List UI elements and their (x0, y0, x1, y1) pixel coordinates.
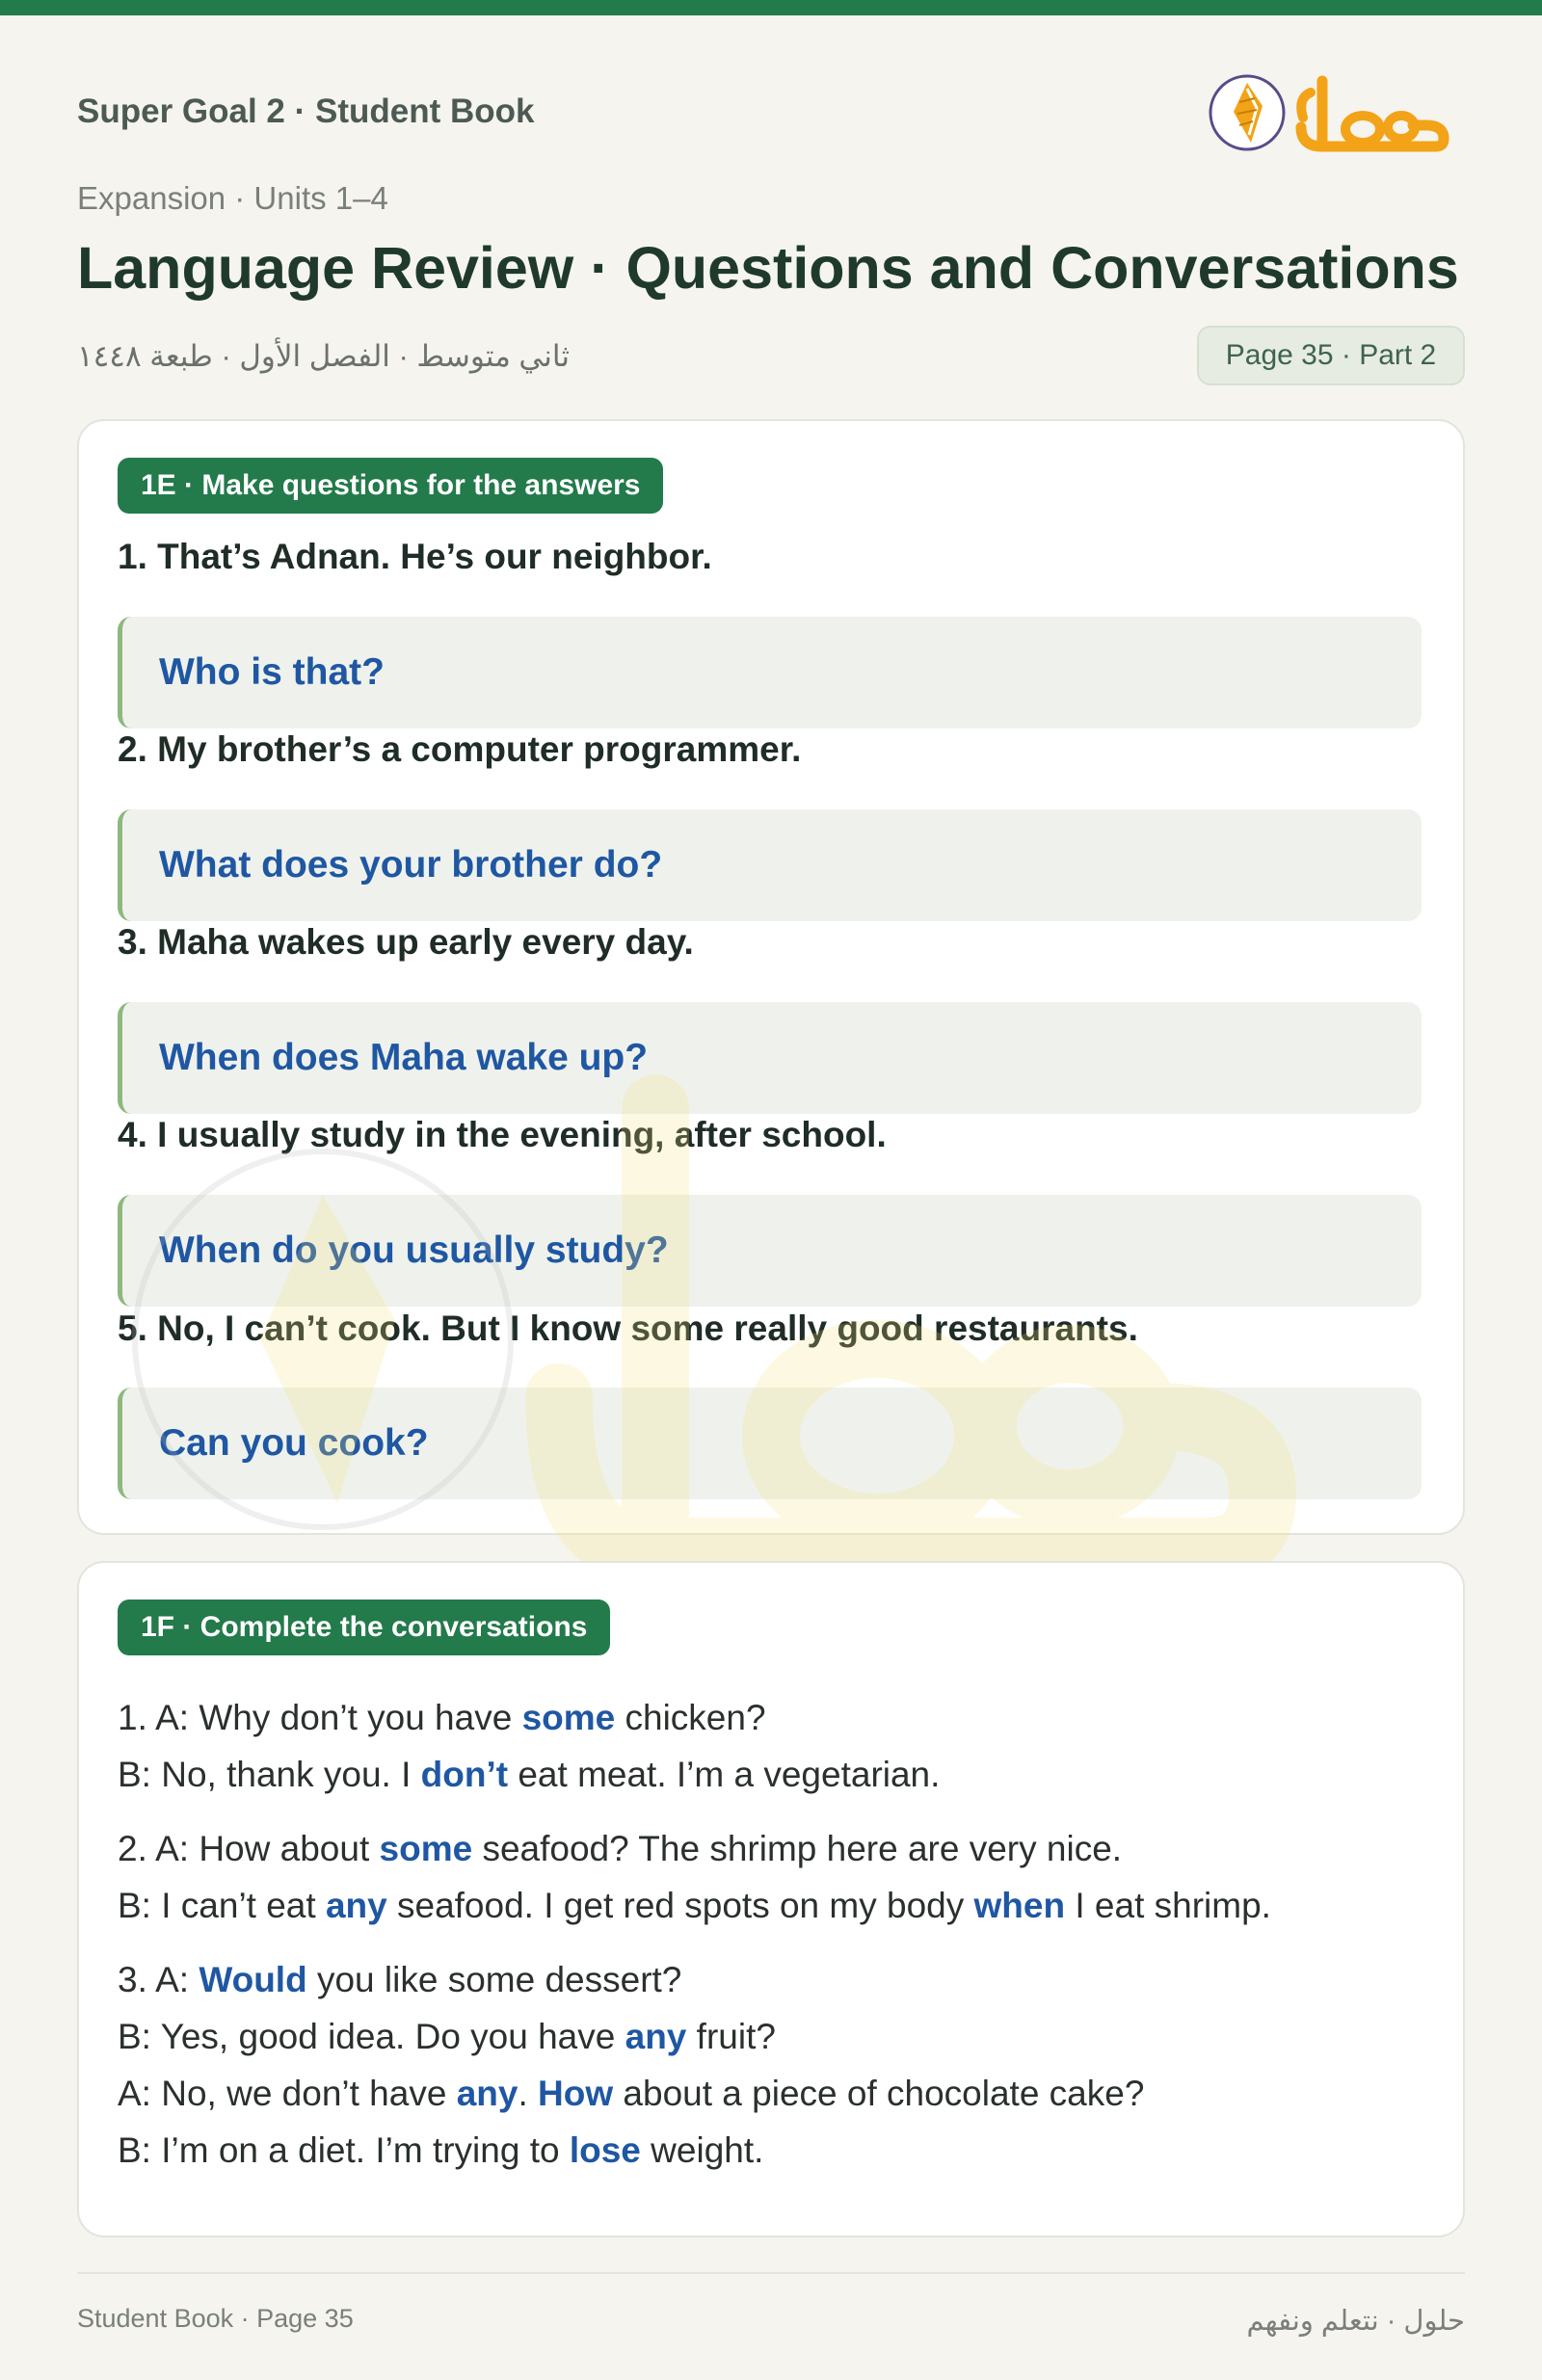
filled-word: Would (199, 1960, 307, 1999)
question-prompt: 1. That’s Adnan. He’s our neighbor. (118, 537, 712, 576)
section-1e-badge: 1E · Make questions for the answers (118, 458, 663, 514)
answer-text: When does Maha wake up? (159, 1037, 649, 1078)
filled-word: How (538, 2074, 614, 2113)
top-accent-bar (0, 0, 1542, 15)
conversation-line: 1. A: Why don’t you have some chicken? (118, 1698, 766, 1737)
page-chip: Page 35 · Part 2 (1197, 326, 1465, 385)
question-prompt: 4. I usually study in the evening, after school. (118, 1115, 887, 1154)
answer-text: What does your brother do? (159, 844, 663, 886)
subtitle: Expansion · Units 1–4 (77, 180, 388, 216)
footer-page-label: Student Book · Page 35 (77, 2304, 354, 2333)
page-title: Language Review · Questions and Conversations (77, 235, 1459, 301)
filled-word: don’t (420, 1755, 509, 1794)
conversation-line: B: I’m on a diet. I’m trying to lose weight. (118, 2130, 764, 2170)
answer-text: Can you cook? (159, 1422, 429, 1464)
footer-divider (77, 2272, 1465, 2274)
answer-box (118, 1388, 1422, 1499)
conversation-line: B: Yes, good idea. Do you have any fruit? (118, 2017, 776, 2056)
question-prompt: 5. No, I can’t cook. But I know some really good restaurants. (118, 1309, 1138, 1348)
filled-word: some (379, 1829, 473, 1868)
section-1f-badge: 1F · Complete the conversations (118, 1600, 610, 1655)
filled-word: when (973, 1886, 1066, 1925)
filled-word: any (456, 2074, 518, 2113)
filled-word: lose (569, 2130, 641, 2170)
conversation-line: A: No, we don’t have any. How about a piece of chocolate cake? (118, 2074, 1145, 2113)
filled-word: any (325, 1886, 387, 1925)
footer-brand-tagline: حلول · نتعلم ونفهم (1246, 2306, 1465, 2337)
answer-text: Who is that? (159, 651, 385, 693)
section-1f-card (77, 1561, 1465, 2237)
question-prompt: 2. My brother’s a computer programmer. (118, 729, 802, 769)
conversation-line: 3. A: Would you like some dessert? (118, 1960, 682, 1999)
filled-word: some (521, 1698, 616, 1737)
conversation-line: 2. A: How about some seafood? The shrimp here are very nice. (118, 1829, 1123, 1868)
hulul-logo (1209, 60, 1449, 166)
arabic-grade-info: ثاني متوسط · الفصل الأول · طبعة ١٤٤٨ (77, 339, 570, 373)
answer-box (118, 617, 1422, 728)
answer-box (118, 1195, 1422, 1307)
answer-box (118, 809, 1422, 921)
filled-word: any (625, 2017, 687, 2056)
answer-text: When do you usually study? (159, 1230, 669, 1271)
conversation-line: B: I can’t eat any seafood. I get red spots on my body when I eat shrimp. (118, 1886, 1271, 1925)
question-prompt: 3. Maha wakes up early every day. (118, 922, 694, 962)
book-title: Super Goal 2 · Student Book (77, 93, 535, 130)
conversation-line: B: No, thank you. I don’t eat meat. I’m a vegetarian. (118, 1755, 941, 1794)
section-1e-card (77, 419, 1465, 1535)
answer-box (118, 1002, 1422, 1114)
